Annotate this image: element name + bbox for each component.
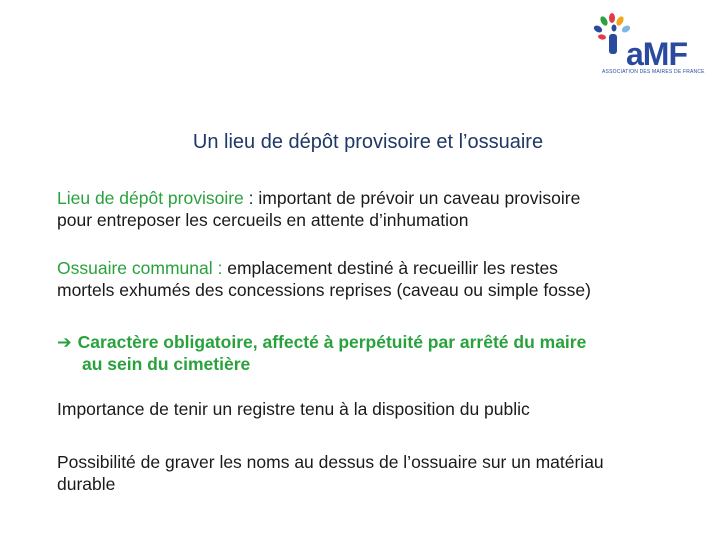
amf-logo (590, 12, 710, 74)
paragraph-ossuaire (57, 257, 677, 301)
term-depot-provisoire: Lieu de dépôt provisoire (57, 188, 244, 208)
paragraph-caractere-obligatoire (57, 331, 677, 375)
paragraph-line: Caractère obligatoire, affecté à perpétuité par arrêté du maire (77, 332, 587, 352)
paragraph-line: important de prévoir un caveau provisoire (258, 188, 581, 208)
paragraph-line: pour entreposer les cercueils en attente d’inhumation (57, 210, 469, 230)
paragraph-line: mortels exhumés des concessions reprises (caveau ou simple fosse) (57, 280, 591, 300)
paragraph-line: Possibilité de graver les noms au dessus de l’ossuaire sur un matériau (57, 452, 604, 472)
term-ossuaire: Ossuaire communal (57, 258, 213, 278)
arrow-icon: ➔ (57, 332, 72, 352)
logo-tagline: ASSOCIATION DES MAIRES DE FRANCE (602, 69, 705, 75)
paragraph-line: emplacement destiné à recueillir les restes (227, 258, 558, 278)
paragraph-depot-provisoire (57, 187, 677, 231)
paragraph-line: au sein du cimetière (82, 354, 251, 374)
paragraph-graver-noms (57, 451, 677, 495)
separator: : (212, 258, 228, 278)
slide-title: Un lieu de dépôt provisoire et l’ossuaire (192, 131, 544, 153)
paragraph-registre (57, 398, 677, 420)
separator: : (243, 188, 259, 208)
paragraph-line: Importance de tenir un registre tenu à la disposition du public (57, 399, 530, 419)
paragraph-line: durable (57, 474, 116, 494)
logo-wordmark: aMF (626, 36, 687, 72)
